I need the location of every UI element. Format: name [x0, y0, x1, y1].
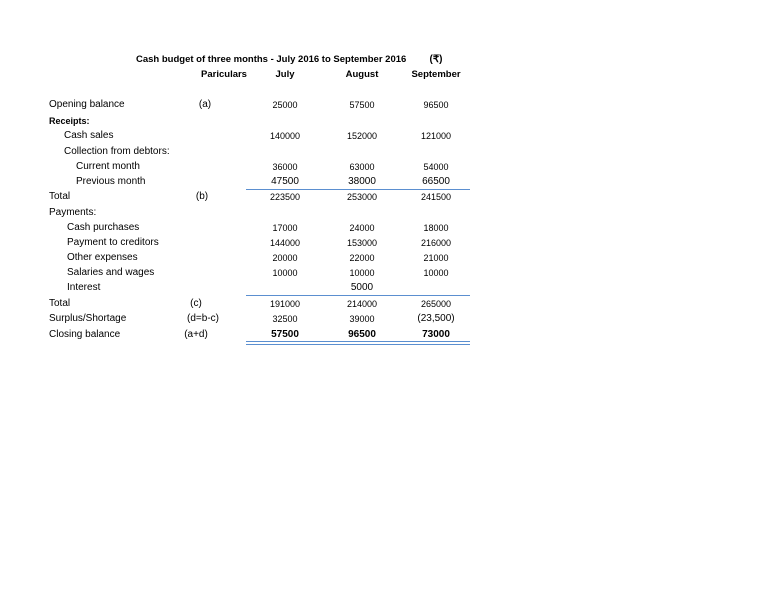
row-ref: (a)	[198, 99, 212, 110]
cell-july: 25000	[272, 100, 298, 110]
cell-august: 153000	[346, 238, 378, 248]
cell-july: 57500	[271, 329, 299, 340]
cell-september: 10000	[423, 268, 449, 278]
cell-july: 140000	[269, 131, 301, 141]
cell-august: 39000	[349, 314, 375, 324]
cell-july: 47500	[271, 176, 299, 187]
row-label: Cash sales	[64, 130, 114, 141]
cell-september: 21000	[423, 253, 449, 263]
cell-july: 17000	[272, 223, 298, 233]
col-header-august: August	[345, 69, 379, 80]
row-ref: (c)	[190, 298, 202, 309]
collection-heading: Collection from debtors:	[64, 146, 170, 157]
row-label: Payment to creditors	[67, 237, 159, 248]
row-label: Current month	[76, 161, 140, 172]
row-label: Total	[49, 298, 71, 309]
cell-august: 96500	[348, 329, 376, 340]
cell-september: 216000	[420, 238, 452, 248]
cell-august: 214000	[346, 299, 378, 309]
cell-september: 18000	[423, 223, 449, 233]
cell-august: 24000	[349, 223, 375, 233]
cell-july: 10000	[272, 268, 298, 278]
col-header-september: September	[411, 69, 461, 80]
cell-july: 20000	[272, 253, 298, 263]
closing-double-rule-bottom	[246, 344, 470, 345]
cell-september: 265000	[420, 299, 452, 309]
cell-september: 96500	[423, 100, 449, 110]
row-label: Other expenses	[67, 252, 138, 263]
cell-september: 241500	[420, 192, 452, 202]
receipts-heading: Receipts:	[49, 116, 90, 126]
cell-august: 38000	[348, 176, 376, 187]
cell-july: 144000	[269, 238, 301, 248]
row-ref: (a+d)	[184, 329, 208, 340]
row-label: Total	[49, 191, 71, 202]
closing-double-rule-top	[246, 341, 470, 342]
cell-july: 191000	[269, 299, 301, 309]
row-label: Previous month	[76, 176, 146, 187]
col-header-july: July	[275, 69, 295, 80]
cell-august: 57500	[349, 100, 375, 110]
cell-august: 5000	[350, 282, 374, 293]
cell-july: 36000	[272, 162, 298, 172]
cell-august: 63000	[349, 162, 375, 172]
row-label: Interest	[67, 282, 101, 293]
cell-july: 32500	[272, 314, 298, 324]
cell-september: 66500	[422, 176, 450, 187]
cell-september: 54000	[423, 162, 449, 172]
row-label: Surplus/Shortage	[49, 313, 127, 324]
cell-august: 253000	[346, 192, 378, 202]
row-ref: (b)	[195, 191, 209, 202]
receipts-subtotal-rule	[246, 189, 470, 190]
row-label: Cash purchases	[67, 222, 140, 233]
row-ref: (d=b-c)	[187, 313, 219, 324]
cell-august: 22000	[349, 253, 375, 263]
row-label: Opening balance	[49, 99, 125, 110]
cell-september: 73000	[422, 329, 450, 340]
col-header-particulars: Pariculars	[201, 69, 247, 80]
row-label: Salaries and wages	[67, 267, 155, 278]
cell-august: 152000	[346, 131, 378, 141]
row-label: Closing balance	[49, 329, 121, 340]
cell-september: (23,500)	[417, 313, 455, 324]
cell-august: 10000	[349, 268, 375, 278]
payments-heading: Payments:	[49, 207, 97, 218]
payments-subtotal-rule	[246, 295, 470, 296]
currency-label: (₹)	[429, 54, 443, 65]
cell-july: 223500	[269, 192, 301, 202]
budget-title: Cash budget of three months - July 2016 to September 2016	[136, 54, 407, 65]
cell-september: 121000	[420, 131, 452, 141]
